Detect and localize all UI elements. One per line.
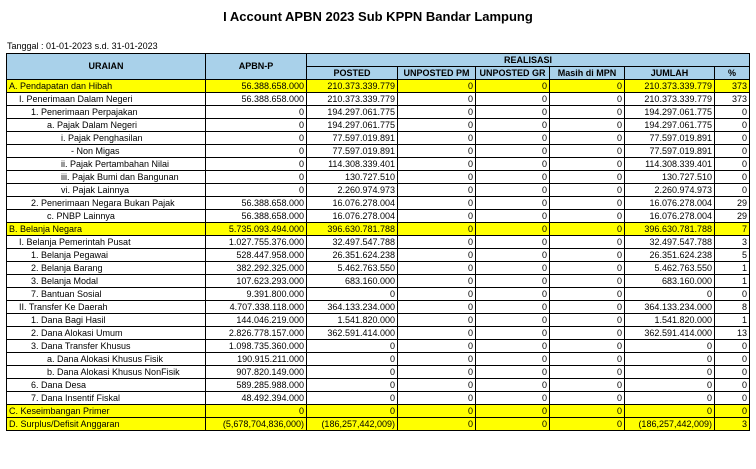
- cell-posted: 0: [307, 366, 398, 379]
- cell-masih-mpn: 0: [550, 132, 625, 145]
- cell-jumlah: 0: [625, 340, 715, 353]
- table-row: [7, 119, 750, 132]
- cell-jumlah: 114.308.339.401: [625, 158, 715, 171]
- cell-unposted-pm: 0: [398, 392, 476, 405]
- header-unposted-gr: UNPOSTED GR: [476, 67, 550, 80]
- cell-apbnp: 5.735.093.494.000: [206, 223, 307, 236]
- cell-unposted-gr: 0: [476, 93, 550, 106]
- cell-jumlah: 77.597.019.891: [625, 145, 715, 158]
- cell-pct: 0: [715, 340, 750, 353]
- cell-jumlah: 0: [625, 366, 715, 379]
- cell-apbnp: 589.285.988.000: [206, 379, 307, 392]
- cell-posted: 210.373.339.779: [307, 80, 398, 93]
- cell-masih-mpn: 0: [550, 262, 625, 275]
- cell-apbnp: 56.388.658.000: [206, 93, 307, 106]
- table-row: [7, 171, 750, 184]
- cell-posted: 2.260.974.973: [307, 184, 398, 197]
- cell-posted: 396.630.781.788: [307, 223, 398, 236]
- cell-unposted-pm: 0: [398, 223, 476, 236]
- cell-pct: 0: [715, 145, 750, 158]
- cell-jumlah: 16.076.278.004: [625, 210, 715, 223]
- row-label: C. Keseimbangan Primer: [7, 405, 206, 418]
- cell-unposted-pm: 0: [398, 158, 476, 171]
- cell-apbnp: 56.388.658.000: [206, 210, 307, 223]
- cell-unposted-gr: 0: [476, 327, 550, 340]
- row-label: 1. Dana Bagi Hasil: [7, 314, 206, 327]
- cell-apbnp: 56.388.658.000: [206, 80, 307, 93]
- cell-pct: 0: [715, 171, 750, 184]
- cell-apbnp: 0: [206, 145, 307, 158]
- row-label: 6. Dana Desa: [7, 379, 206, 392]
- cell-jumlah: 210.373.339.779: [625, 93, 715, 106]
- row-label: a. Pajak Dalam Negeri: [7, 119, 206, 132]
- row-label: I. Penerimaan Dalam Negeri: [7, 93, 206, 106]
- cell-jumlah: 2.260.974.973: [625, 184, 715, 197]
- cell-posted: 1.541.820.000: [307, 314, 398, 327]
- cell-unposted-gr: 0: [476, 275, 550, 288]
- header-posted: POSTED: [307, 67, 398, 80]
- cell-pct: 373: [715, 80, 750, 93]
- table-row: [7, 210, 750, 223]
- cell-apbnp: 4.707.338.118.000: [206, 301, 307, 314]
- cell-apbnp: 0: [206, 171, 307, 184]
- cell-masih-mpn: 0: [550, 327, 625, 340]
- table-row: [7, 223, 750, 236]
- cell-masih-mpn: 0: [550, 236, 625, 249]
- table-row: [7, 197, 750, 210]
- cell-unposted-pm: 0: [398, 210, 476, 223]
- cell-masih-mpn: 0: [550, 288, 625, 301]
- cell-posted: 683.160.000: [307, 275, 398, 288]
- table-row: [7, 340, 750, 353]
- cell-jumlah: (186,257,442,009): [625, 418, 715, 431]
- cell-posted: 0: [307, 340, 398, 353]
- table-row: [7, 366, 750, 379]
- cell-unposted-gr: 0: [476, 158, 550, 171]
- cell-masih-mpn: 0: [550, 80, 625, 93]
- cell-apbnp: 0: [206, 119, 307, 132]
- table-row: [7, 275, 750, 288]
- cell-pct: 3: [715, 236, 750, 249]
- cell-posted: 0: [307, 392, 398, 405]
- table-row: [7, 418, 750, 431]
- cell-unposted-gr: 0: [476, 119, 550, 132]
- table-row: [7, 405, 750, 418]
- cell-apbnp: 190.915.211.000: [206, 353, 307, 366]
- table-row: [7, 327, 750, 340]
- cell-unposted-pm: 0: [398, 366, 476, 379]
- cell-posted: 32.497.547.788: [307, 236, 398, 249]
- cell-jumlah: 16.076.278.004: [625, 197, 715, 210]
- cell-jumlah: 364.133.234.000: [625, 301, 715, 314]
- cell-masih-mpn: 0: [550, 171, 625, 184]
- cell-posted: (186,257,442,009): [307, 418, 398, 431]
- table-row: [7, 353, 750, 366]
- cell-jumlah: 26.351.624.238: [625, 249, 715, 262]
- table-row: [7, 145, 750, 158]
- cell-apbnp: 56.388.658.000: [206, 197, 307, 210]
- header-masih-mpn: Masih di MPN: [550, 67, 625, 80]
- row-label: vi. Pajak Lainnya: [7, 184, 206, 197]
- cell-jumlah: 0: [625, 392, 715, 405]
- cell-masih-mpn: 0: [550, 392, 625, 405]
- cell-pct: 7: [715, 223, 750, 236]
- table-row: [7, 93, 750, 106]
- cell-posted: 130.727.510: [307, 171, 398, 184]
- cell-jumlah: 5.462.763.550: [625, 262, 715, 275]
- cell-jumlah: 194.297.061.775: [625, 106, 715, 119]
- cell-apbnp: 1.098.735.360.000: [206, 340, 307, 353]
- table-row: [7, 288, 750, 301]
- cell-pct: 0: [715, 132, 750, 145]
- cell-unposted-gr: 0: [476, 249, 550, 262]
- cell-pct: 0: [715, 119, 750, 132]
- cell-pct: 29: [715, 197, 750, 210]
- cell-unposted-gr: 0: [476, 262, 550, 275]
- cell-unposted-gr: 0: [476, 145, 550, 158]
- cell-pct: 373: [715, 93, 750, 106]
- cell-posted: 0: [307, 288, 398, 301]
- cell-masih-mpn: 0: [550, 418, 625, 431]
- cell-unposted-pm: 0: [398, 405, 476, 418]
- cell-masih-mpn: 0: [550, 275, 625, 288]
- cell-unposted-pm: 0: [398, 197, 476, 210]
- header-pct: %: [715, 67, 750, 80]
- cell-apbnp: 0: [206, 106, 307, 119]
- cell-apbnp: (5,678,704,836,000): [206, 418, 307, 431]
- row-label: c. PNBP Lainnya: [7, 210, 206, 223]
- cell-posted: 16.076.278.004: [307, 210, 398, 223]
- header-unposted-pm: UNPOSTED PM: [398, 67, 476, 80]
- cell-masih-mpn: 0: [550, 314, 625, 327]
- cell-unposted-pm: 0: [398, 340, 476, 353]
- row-label: D. Surplus/Defisit Anggaran: [7, 418, 206, 431]
- cell-posted: 210.373.339.779: [307, 93, 398, 106]
- cell-unposted-gr: 0: [476, 314, 550, 327]
- cell-pct: 3: [715, 418, 750, 431]
- cell-pct: 0: [715, 366, 750, 379]
- cell-unposted-gr: 0: [476, 353, 550, 366]
- cell-pct: 5: [715, 249, 750, 262]
- table-row: [7, 392, 750, 405]
- cell-pct: 0: [715, 379, 750, 392]
- cell-unposted-pm: 0: [398, 301, 476, 314]
- cell-jumlah: 32.497.547.788: [625, 236, 715, 249]
- cell-apbnp: 9.391.800.000: [206, 288, 307, 301]
- cell-pct: 29: [715, 210, 750, 223]
- cell-masih-mpn: 0: [550, 197, 625, 210]
- cell-jumlah: 0: [625, 379, 715, 392]
- cell-unposted-pm: 0: [398, 314, 476, 327]
- cell-masih-mpn: 0: [550, 249, 625, 262]
- cell-unposted-pm: 0: [398, 171, 476, 184]
- cell-posted: 5.462.763.550: [307, 262, 398, 275]
- cell-unposted-gr: 0: [476, 223, 550, 236]
- table-body: [7, 80, 750, 431]
- header-apbnp: APBN-P: [206, 54, 307, 80]
- cell-unposted-pm: 0: [398, 132, 476, 145]
- cell-masih-mpn: 0: [550, 93, 625, 106]
- cell-jumlah: 194.297.061.775: [625, 119, 715, 132]
- cell-pct: 0: [715, 288, 750, 301]
- cell-jumlah: 0: [625, 405, 715, 418]
- table-row: [7, 249, 750, 262]
- cell-pct: 0: [715, 392, 750, 405]
- cell-unposted-gr: 0: [476, 184, 550, 197]
- cell-unposted-pm: 0: [398, 80, 476, 93]
- row-label: B. Belanja Negara: [7, 223, 206, 236]
- cell-pct: 0: [715, 106, 750, 119]
- cell-masih-mpn: 0: [550, 210, 625, 223]
- row-label: A. Pendapatan dan Hibah: [7, 80, 206, 93]
- table-row: [7, 184, 750, 197]
- cell-pct: 1: [715, 314, 750, 327]
- cell-jumlah: 130.727.510: [625, 171, 715, 184]
- cell-posted: 16.076.278.004: [307, 197, 398, 210]
- row-label: a. Dana Alokasi Khusus Fisik: [7, 353, 206, 366]
- cell-unposted-gr: 0: [476, 197, 550, 210]
- cell-masih-mpn: 0: [550, 106, 625, 119]
- cell-apbnp: 382.292.325.000: [206, 262, 307, 275]
- cell-unposted-gr: 0: [476, 288, 550, 301]
- cell-apbnp: 144.046.219.000: [206, 314, 307, 327]
- cell-unposted-pm: 0: [398, 93, 476, 106]
- cell-unposted-gr: 0: [476, 392, 550, 405]
- cell-unposted-gr: 0: [476, 80, 550, 93]
- cell-masih-mpn: 0: [550, 405, 625, 418]
- table-row: [7, 314, 750, 327]
- row-label: 7. Dana Insentif Fiskal: [7, 392, 206, 405]
- cell-posted: 194.297.061.775: [307, 119, 398, 132]
- cell-posted: 362.591.414.000: [307, 327, 398, 340]
- row-label: 2. Belanja Barang: [7, 262, 206, 275]
- cell-unposted-gr: 0: [476, 418, 550, 431]
- cell-apbnp: 107.623.293.000: [206, 275, 307, 288]
- cell-jumlah: 0: [625, 353, 715, 366]
- cell-apbnp: 0: [206, 158, 307, 171]
- row-label: 3. Dana Transfer Khusus: [7, 340, 206, 353]
- row-label: I. Belanja Pemerintah Pusat: [7, 236, 206, 249]
- table-row: [7, 158, 750, 171]
- row-label: 2. Dana Alokasi Umum: [7, 327, 206, 340]
- table-row: [7, 106, 750, 119]
- cell-apbnp: 528.447.958.000: [206, 249, 307, 262]
- table-row: [7, 262, 750, 275]
- cell-masih-mpn: 0: [550, 184, 625, 197]
- cell-pct: 1: [715, 275, 750, 288]
- cell-posted: 364.133.234.000: [307, 301, 398, 314]
- cell-masih-mpn: 0: [550, 340, 625, 353]
- table-row: [7, 379, 750, 392]
- cell-unposted-gr: 0: [476, 301, 550, 314]
- header-uraian: URAIAN: [7, 54, 206, 80]
- cell-masih-mpn: 0: [550, 223, 625, 236]
- cell-unposted-gr: 0: [476, 106, 550, 119]
- cell-pct: 1: [715, 262, 750, 275]
- cell-unposted-pm: 0: [398, 288, 476, 301]
- cell-unposted-gr: 0: [476, 236, 550, 249]
- cell-unposted-pm: 0: [398, 353, 476, 366]
- cell-jumlah: 396.630.781.788: [625, 223, 715, 236]
- cell-unposted-pm: 0: [398, 106, 476, 119]
- header-jumlah: JUMLAH: [625, 67, 715, 80]
- cell-unposted-gr: 0: [476, 210, 550, 223]
- cell-posted: 26.351.624.238: [307, 249, 398, 262]
- cell-jumlah: 210.373.339.779: [625, 80, 715, 93]
- cell-jumlah: 0: [625, 288, 715, 301]
- cell-apbnp: 0: [206, 405, 307, 418]
- row-label: ii. Pajak Pertambahan Nilai: [7, 158, 206, 171]
- cell-apbnp: 1.027.755.376.000: [206, 236, 307, 249]
- cell-pct: 13: [715, 327, 750, 340]
- report-title: I Account APBN 2023 Sub KPPN Bandar Lampung: [223, 9, 533, 24]
- cell-unposted-pm: 0: [398, 418, 476, 431]
- cell-posted: 114.308.339.401: [307, 158, 398, 171]
- row-label: 1. Penerimaan Perpajakan: [7, 106, 206, 119]
- cell-unposted-pm: 0: [398, 379, 476, 392]
- row-label: 1. Belanja Pegawai: [7, 249, 206, 262]
- cell-posted: 0: [307, 379, 398, 392]
- cell-posted: 194.297.061.775: [307, 106, 398, 119]
- row-label: 7. Bantuan Sosial: [7, 288, 206, 301]
- table-row: [7, 236, 750, 249]
- row-label: - Non Migas: [7, 145, 206, 158]
- cell-posted: 0: [307, 405, 398, 418]
- row-label: 2. Penerimaan Negara Bukan Pajak: [7, 197, 206, 210]
- cell-masih-mpn: 0: [550, 301, 625, 314]
- table-row: [7, 301, 750, 314]
- cell-masih-mpn: 0: [550, 145, 625, 158]
- report-period: Tanggal : 01-01-2023 s.d. 31-01-2023: [7, 41, 158, 51]
- cell-unposted-pm: 0: [398, 236, 476, 249]
- cell-unposted-gr: 0: [476, 366, 550, 379]
- cell-masih-mpn: 0: [550, 366, 625, 379]
- cell-posted: 77.597.019.891: [307, 132, 398, 145]
- row-label: i. Pajak Penghasilan: [7, 132, 206, 145]
- cell-jumlah: 683.160.000: [625, 275, 715, 288]
- cell-pct: 0: [715, 184, 750, 197]
- table-row: [7, 132, 750, 145]
- cell-unposted-pm: 0: [398, 119, 476, 132]
- cell-jumlah: 1.541.820.000: [625, 314, 715, 327]
- cell-masih-mpn: 0: [550, 119, 625, 132]
- cell-pct: 8: [715, 301, 750, 314]
- cell-apbnp: 907.820.149.000: [206, 366, 307, 379]
- cell-apbnp: 2.826.778.157.000: [206, 327, 307, 340]
- cell-jumlah: 362.591.414.000: [625, 327, 715, 340]
- row-label: iii. Pajak Bumi dan Bangunan: [7, 171, 206, 184]
- cell-masih-mpn: 0: [550, 158, 625, 171]
- cell-unposted-pm: 0: [398, 145, 476, 158]
- cell-unposted-gr: 0: [476, 171, 550, 184]
- cell-posted: 0: [307, 353, 398, 366]
- cell-unposted-gr: 0: [476, 405, 550, 418]
- row-label: 3. Belanja Modal: [7, 275, 206, 288]
- cell-apbnp: 48.492.394.000: [206, 392, 307, 405]
- row-label: II. Transfer Ke Daerah: [7, 301, 206, 314]
- cell-unposted-pm: 0: [398, 249, 476, 262]
- row-label: b. Dana Alokasi Khusus NonFisik: [7, 366, 206, 379]
- cell-pct: 0: [715, 353, 750, 366]
- cell-posted: 77.597.019.891: [307, 145, 398, 158]
- cell-apbnp: 0: [206, 132, 307, 145]
- cell-apbnp: 0: [206, 184, 307, 197]
- table-row: [7, 80, 750, 93]
- cell-unposted-gr: 0: [476, 132, 550, 145]
- cell-pct: 0: [715, 405, 750, 418]
- cell-unposted-gr: 0: [476, 379, 550, 392]
- header-realisasi: REALISASI: [307, 54, 750, 67]
- account-table: [6, 53, 750, 431]
- cell-pct: 0: [715, 158, 750, 171]
- cell-unposted-pm: 0: [398, 275, 476, 288]
- cell-masih-mpn: 0: [550, 379, 625, 392]
- cell-jumlah: 77.597.019.891: [625, 132, 715, 145]
- cell-unposted-gr: 0: [476, 340, 550, 353]
- cell-unposted-pm: 0: [398, 262, 476, 275]
- cell-masih-mpn: 0: [550, 353, 625, 366]
- cell-unposted-pm: 0: [398, 327, 476, 340]
- cell-unposted-pm: 0: [398, 184, 476, 197]
